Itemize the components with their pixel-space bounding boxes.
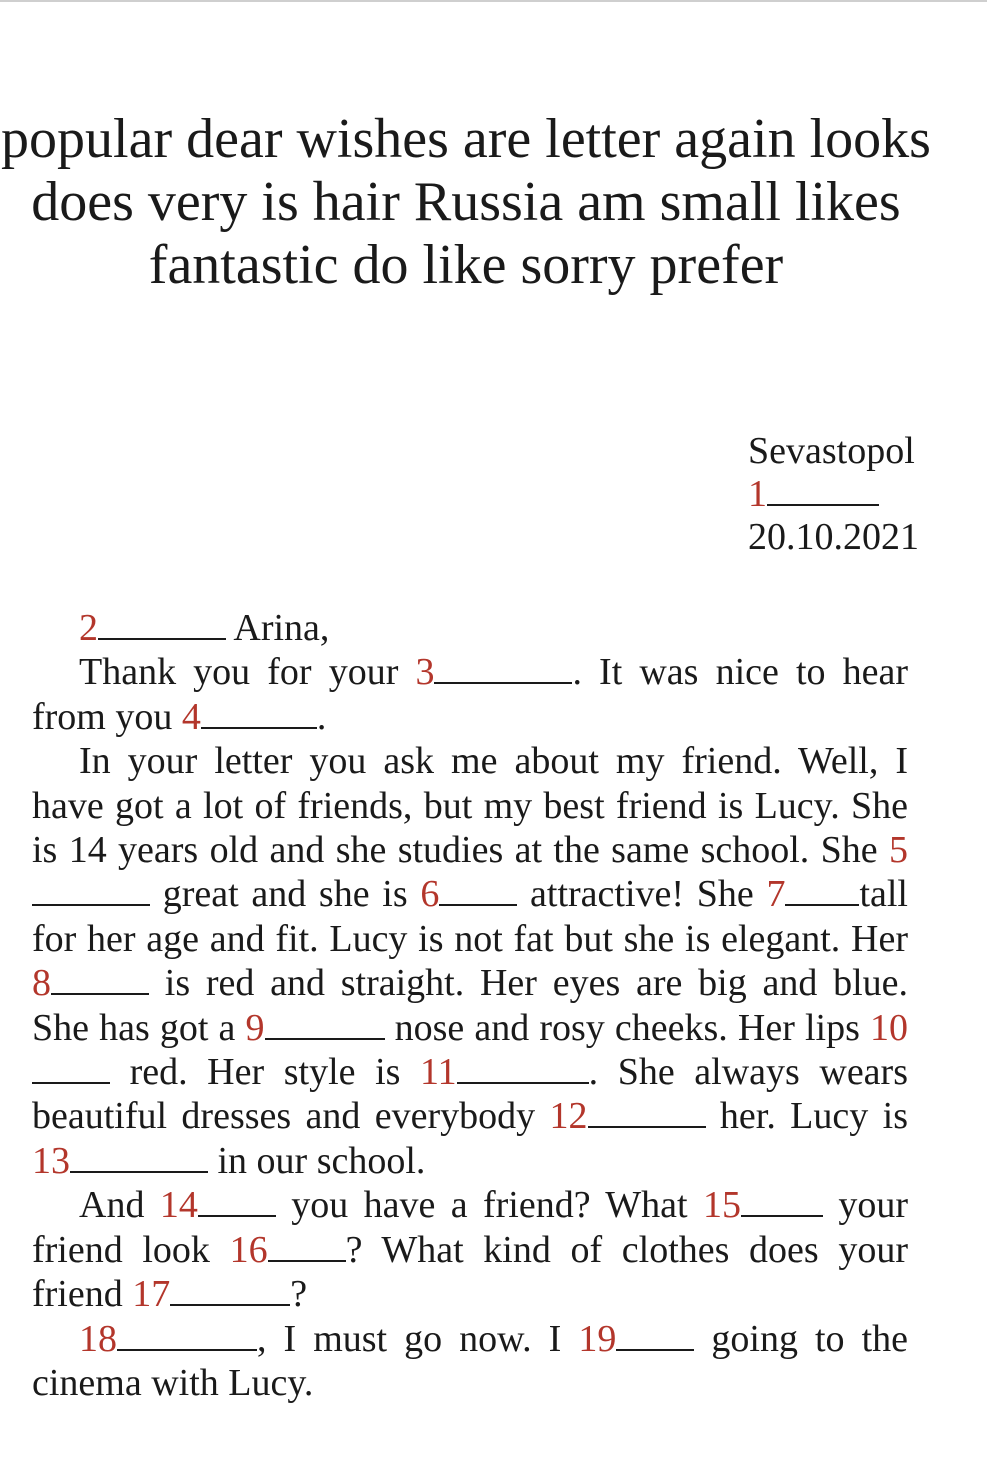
blank-14[interactable] <box>198 1185 276 1217</box>
text: in our school. <box>208 1139 426 1182</box>
blank-3[interactable] <box>434 652 572 684</box>
blank-13[interactable] <box>70 1141 208 1173</box>
blank-1[interactable] <box>767 474 879 506</box>
paragraph-4 <box>32 1317 908 1406</box>
blank-11[interactable] <box>457 1052 589 1084</box>
blank-number-19: 19 <box>578 1317 617 1360</box>
letter-header <box>748 430 948 559</box>
blank-number-8: 8 <box>32 962 51 1005</box>
blank-number-2: 2 <box>79 607 98 649</box>
blank-number-9: 9 <box>245 1006 265 1049</box>
blank-12[interactable] <box>588 1096 706 1128</box>
blank-16[interactable] <box>268 1230 346 1262</box>
blank-15[interactable] <box>741 1185 823 1217</box>
blank-number-5: 5 <box>889 829 908 872</box>
text: your friend look <box>32 1184 908 1271</box>
blank-4[interactable] <box>201 697 317 729</box>
blank-5[interactable] <box>32 874 150 906</box>
paragraph-1 <box>32 650 908 739</box>
blank-number-10: 10 <box>870 1006 908 1049</box>
blank-number-4: 4 <box>181 695 201 738</box>
blank-6[interactable] <box>439 874 517 906</box>
blank-number-13: 13 <box>32 1139 70 1182</box>
paragraph-3 <box>32 1183 908 1316</box>
blank-number-1: 1 <box>748 473 767 515</box>
text: , I must go now. I <box>257 1317 579 1360</box>
blank-number-3: 3 <box>415 651 435 694</box>
letter-body <box>32 606 908 1405</box>
blank-number-11: 11 <box>420 1051 457 1094</box>
blank-10[interactable] <box>32 1052 110 1084</box>
text: . It was nice to hear from you <box>32 651 908 738</box>
blank-18[interactable] <box>117 1319 257 1351</box>
paragraph-2 <box>32 739 908 1183</box>
text: red. Her style is <box>110 1051 421 1094</box>
text: nose and rosy cheeks. Her lips <box>384 1006 870 1049</box>
blank-number-15: 15 <box>702 1184 741 1227</box>
blank-9[interactable] <box>265 1008 385 1040</box>
text: In your letter you ask me about my friend. Well, I have got a lot of friends, but my best friend is Lucy. She is 14 years old and she studies at the same school. She <box>32 740 908 872</box>
blank-number-18: 18 <box>79 1317 117 1360</box>
text: tall for her age and fit. Lucy is not fat but she is elegant. Her <box>32 873 908 960</box>
greeting-name: Arina, <box>233 607 330 649</box>
blank-number-16: 16 <box>229 1228 268 1271</box>
text: great and she is <box>150 873 421 916</box>
text: is red and straight. Her eyes are big and blue. She has got a <box>32 962 908 1049</box>
text: attractive! She <box>517 873 767 916</box>
text: ? <box>290 1273 308 1316</box>
text: ? What kind of clothes does your friend <box>32 1228 908 1316</box>
blank-number-17: 17 <box>132 1273 171 1316</box>
blank-number-14: 14 <box>159 1184 198 1227</box>
text: her. Lucy is <box>705 1095 908 1138</box>
city: Sevastopol <box>748 430 915 472</box>
text: you have a friend? What <box>275 1184 703 1227</box>
text: going to the cinema with Lucy. <box>32 1317 909 1404</box>
text: . <box>316 695 327 738</box>
text: . She always wears beautiful dresses and everybody <box>32 1051 908 1138</box>
text: Thank you for your <box>79 651 416 694</box>
blank-number-7: 7 <box>766 873 786 916</box>
blank-2[interactable] <box>98 608 226 640</box>
blank-7[interactable] <box>785 874 859 906</box>
blank-number-6: 6 <box>420 873 440 916</box>
date: 20.10.2021 <box>748 516 919 558</box>
top-border <box>0 0 987 2</box>
blank-number-12: 12 <box>549 1095 588 1138</box>
word-bank-line-2: does very is hair Russia am small likes <box>31 171 901 233</box>
blank-19[interactable] <box>616 1319 694 1351</box>
blank-17[interactable] <box>170 1274 290 1306</box>
word-bank-line-3: fantastic do like sorry prefer <box>148 234 784 296</box>
blank-1-line <box>748 473 948 516</box>
text: And <box>79 1184 160 1227</box>
word-bank <box>0 108 946 297</box>
greeting <box>32 606 908 650</box>
word-bank-line-1: popular dear wishes are letter again looks <box>1 108 931 170</box>
blank-8[interactable] <box>51 963 149 995</box>
